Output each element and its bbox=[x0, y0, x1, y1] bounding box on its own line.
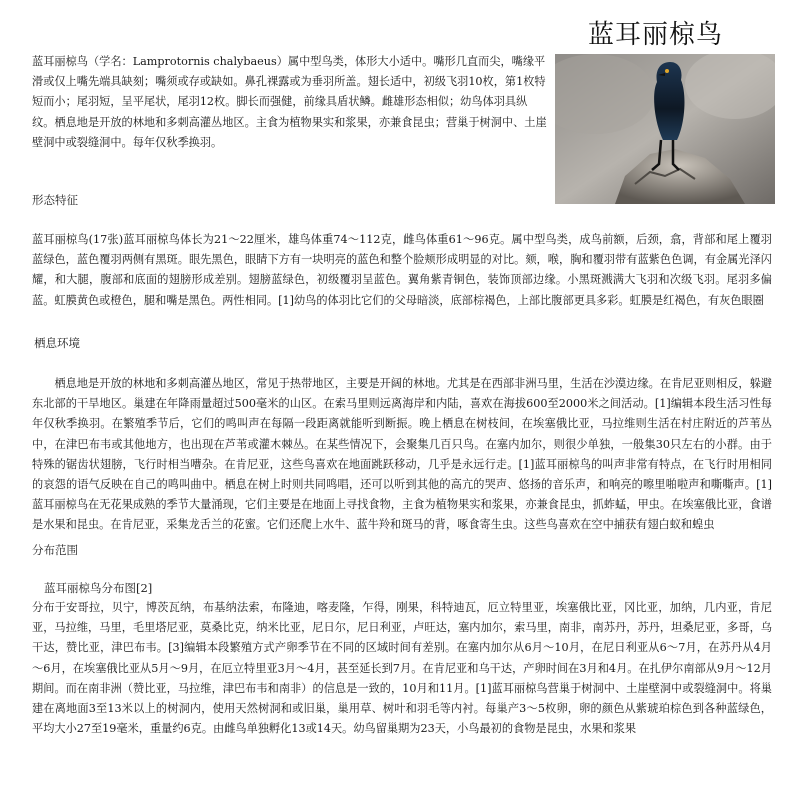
habitat-paragraph: 栖息地是开放的林地和多刺高灌丛地区，常见于热带地区，主要是开阔的林地。尤其是在西部非洲马里，生活在沙漠边缘。在肯尼亚则相反，躲避东北部的干旱地区。巢建在年降雨量超过500毫米的山区。在索马里则远离海岸和内陆，喜欢在海拔600至2000米之间活动。[1]编辑本段生活习性每年仅秋季换羽。在繁殖季节后，它们的鸣叫声在每隔一段距离就能听到断振。晚上栖息在树枝间，在埃塞俄比亚，马拉维则生活在村庄附近的芦苇丛中，在津巴布韦或其他地方，也出现在芦苇或灌木棘丛。在某些情况下，会聚集几百只鸟。在塞内加尔，则很少单独，一般集30只左右的小群。由于特殊的锯齿状翅膀，飞行时相当嘈杂。在肯尼亚，这些鸟喜欢在地面跳跃移动，几乎是永远行走。[1]蓝耳丽椋鸟的叫声非常有特点，在飞行时用相同的哀怨的语气反映在自己的鸣叫曲中。栖息在树上时则共同鸣唱，还可以听到其他的高亢的哭声、悠扬的音乐声，和响亮的嚓里啪啦声和嘶嘶声。[1]蓝耳丽椋鸟在无花果成熟的季节大量涌现，它们主要是在地面上寻找食物，主食为植物果实和浆果，亦兼食昆虫，抓蚱蜢，甲虫。在埃塞俄比亚，食谱是水果和昆虫。在肯尼亚，采集龙舌兰的花蜜。它们还爬上水牛、蓝牛羚和斑马的背，啄食寄生虫。这些鸟喜欢在空中捕获有翅白蚁和蝗虫 bbox=[32, 377, 772, 532]
page-title: 蓝耳丽椋鸟 bbox=[588, 20, 724, 50]
morphology-paragraph: 蓝耳丽椋鸟(17张)蓝耳丽椋鸟体长为21～22厘米，雄鸟体重74～112克，雌鸟体重61～96克。属中型鸟类，成鸟前额，后颈，翕，背部和尾上覆羽蓝绿色，蓝色覆羽两侧有黑斑。眼先黑色，眼睛下方有一块明亮的蓝色和整个脸颊形成明显的对比。颏，喉，胸和覆羽带有蓝紫色色调，有金属光泽闪耀，和大腿，腹部和底面的翅膀形成差别。翅膀蓝绿色，初级覆羽呈蓝色。翼角紫青铜色，装饰顶部边缘。小黑斑溅满大飞羽和次级飞羽。尾羽多偏蓝。虹膜黄色或橙色，腿和嘴是黑色。两性相同。[1]幼鸟的体羽比它们的父母暗淡，底部棕褐色，上部比腹部更具多彩。虹膜是红褐色，有灰色眼圈 bbox=[32, 233, 772, 307]
distribution-paragraph: 分布于安哥拉，贝宁，博茨瓦纳，布基纳法索，布隆迪，喀麦隆，乍得，刚果，科特迪瓦，厄立特里亚，埃塞俄比亚，冈比亚，加纳，几内亚，肯尼亚，马拉维，马里，毛里塔尼亚，莫桑比克，纳米比亚，尼日尔，尼日利亚，卢旺达，塞内加尔，索马里，南非，南苏丹，苏丹，坦桑尼亚，多哥，乌干达，赞比亚，津巴布韦。[3]编辑本段繁殖方式产卵季节在不同的区域时间有差别。在塞内加尔从6月～10月，在尼日利亚从6～7月，在苏丹从4月～6月，在埃塞俄比亚从5月～9月，在厄立特里亚3月～4月，甚至延长到7月。在肯尼亚和乌干达，产卵时间在3月和4月。在扎伊尔南部从9月～12月期间。而在南非洲（赞比亚，马拉维，津巴布韦和南非）的信息是一致的，10月和11月。[1]蓝耳丽椋鸟营巢于树洞中、土崖壁洞中或裂缝洞中。将巢建在离地面3至13米以上的树洞内，使用天然树洞和或旧巢，巢用草、树叶和羽毛等内衬。每巢产3～5枚卵，卵的颜色从紫琥珀棕色到各种蓝绿色，平均大小27至19毫米，重量约6克。由雌鸟单独孵化13或14天。幼鸟留巢期为23天，小鸟最初的食物是昆虫，水果和浆果 bbox=[32, 601, 772, 736]
distribution-map-caption: 蓝耳丽椋鸟分布图[2] bbox=[44, 581, 153, 595]
bird-photo bbox=[555, 54, 775, 204]
section-heading-habitat: 栖息环境 bbox=[34, 336, 80, 350]
section-heading-morphology: 形态特征 bbox=[32, 193, 78, 207]
bird-photo-illustration bbox=[555, 54, 775, 204]
section-heading-distribution: 分布范围 bbox=[32, 543, 78, 557]
intro-paragraph: 蓝耳丽椋鸟（学名：Lamprotornis chalybaeus）属中型鸟类，体形大小适中。嘴形几直而尖，嘴缘平滑或仅上嘴先端具缺刻；嘴须或存或缺如。鼻孔裸露或为垂羽所盖。翅长适中，初级飞羽10枚，第1枚特短而小；尾羽短，呈平尾状，尾羽12枚。脚长而强健，前缘具盾状鳞。雌雄形态相似；幼鸟体羽具纵纹。栖息地是开放的林地和多刺高灌丛地区。主食为植物果实和浆果，亦兼食昆虫；营巢于树洞中、土崖壁洞中或裂缝洞中。每年仅秋季换羽。 bbox=[32, 55, 547, 149]
